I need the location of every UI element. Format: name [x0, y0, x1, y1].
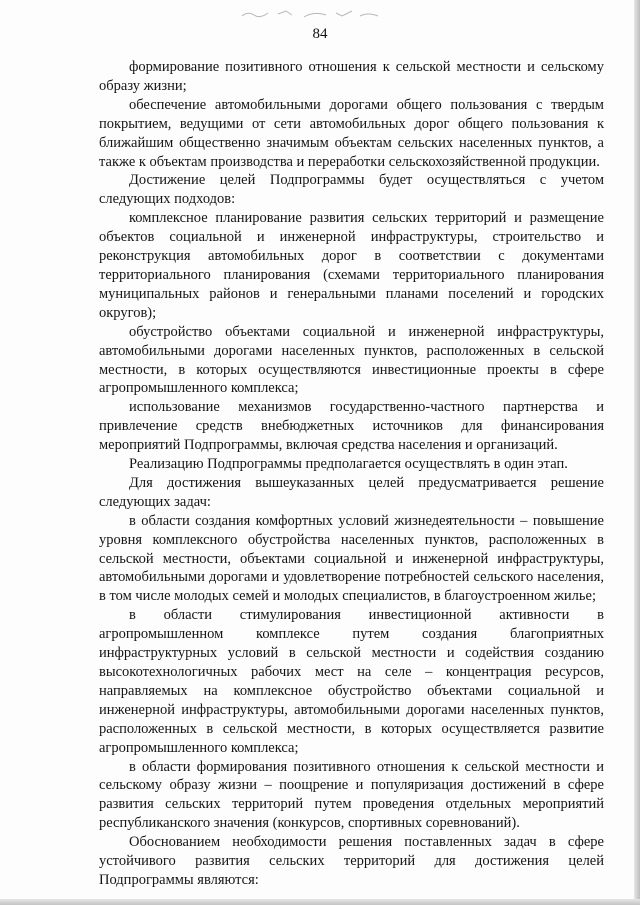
- paragraph: в области формирования позитивного отношения к сельской местности и сельскому образу жизни – поощрение и популяризация достижений в сфере развития сельских территорий путем проведения отдельных мероприятий республиканского значения (конкурсов, спортивных соревнований).: [99, 758, 604, 832]
- paragraph: комплексное планирование развития сельских территорий и размещение объектов социальной и инженерной инфраструктуры, строительство и реконструкция автомобильных дорог в соответствии с документами территориального планирования (схемами территориального планирования муниципальных районов и генеральными планами поселений и городских округов);: [99, 210, 604, 321]
- paragraph: Для достижения вышеуказанных целей предусматривается решение следующих задач:: [99, 474, 604, 510]
- paragraph: Достижение целей Подпрограммы будет осуществляться с учетом следующих подходов:: [99, 172, 604, 208]
- paragraph: формирование позитивного отношения к сельской местности и сельскому образу жизни;: [99, 59, 604, 94]
- scan-edge-right: [634, 0, 640, 905]
- paragraph: обеспечение автомобильными дорогами общего пользования с твердым покрытием, ведущими от сети автомобильных дорог общего пользования к ближайшим общественно значимым объектам сельских населенных пунктов, а также к объектам производства и переработки сельскохозяйственной продукции.: [99, 96, 604, 170]
- paragraph: использование механизмов государственно-частного партнерства и привлечение средств внебюджетных источников для финансирования мероприятий Подпрограммы, включая средства населения и организаций.: [99, 399, 604, 454]
- paragraph: в области создания комфортных условий жизнедеятельности – повышение уровня комплексного обустройства населенных пунктов, расположенных в сельской местности, объектами социальной и инженерной инфраструктуры, автомобильными дорогами и удовлетворение потребностей сельского населения, в том числе молодых семей и молодых специалистов, в благоустроенном жилье;: [99, 512, 604, 605]
- page-number: 84: [312, 26, 328, 42]
- scan-edge-bottom: [0, 899, 640, 905]
- paragraph: Реализацию Подпрограммы предполагается осуществлять в один этап.: [129, 456, 568, 473]
- document-body: [99, 58, 604, 890]
- paragraph: обустройство объектами социальной и инженерной инфраструктуры, автомобильными дорогами населенных пунктов, расположенных в сельской местности, в которых осуществляются инвестиционные проекты в сфере агропромышленного комплекса;: [99, 323, 604, 397]
- paragraph: в области стимулирования инвестиционной активности в агропромышленном комплексе путем создания благоприятных инфраструктурных условий в сельской местности и содействия созданию высокотехнологичных рабочих мест на селе – концентрация ресурсов, направляемых на комплексное обустройство объектами социальной и инженерной инфраструктуры, автомобильными дорогами населенных пунктов, расположенных в сельской местности, в которых осуществляется развитие агропромышленного комплекса;: [99, 607, 604, 756]
- scan-artifact: [238, 4, 388, 22]
- paragraph: Обоснованием необходимости решения поставленных задач в сфере устойчивого развития сельских территорий для достижения целей Подпрограммы являются:: [99, 834, 604, 888]
